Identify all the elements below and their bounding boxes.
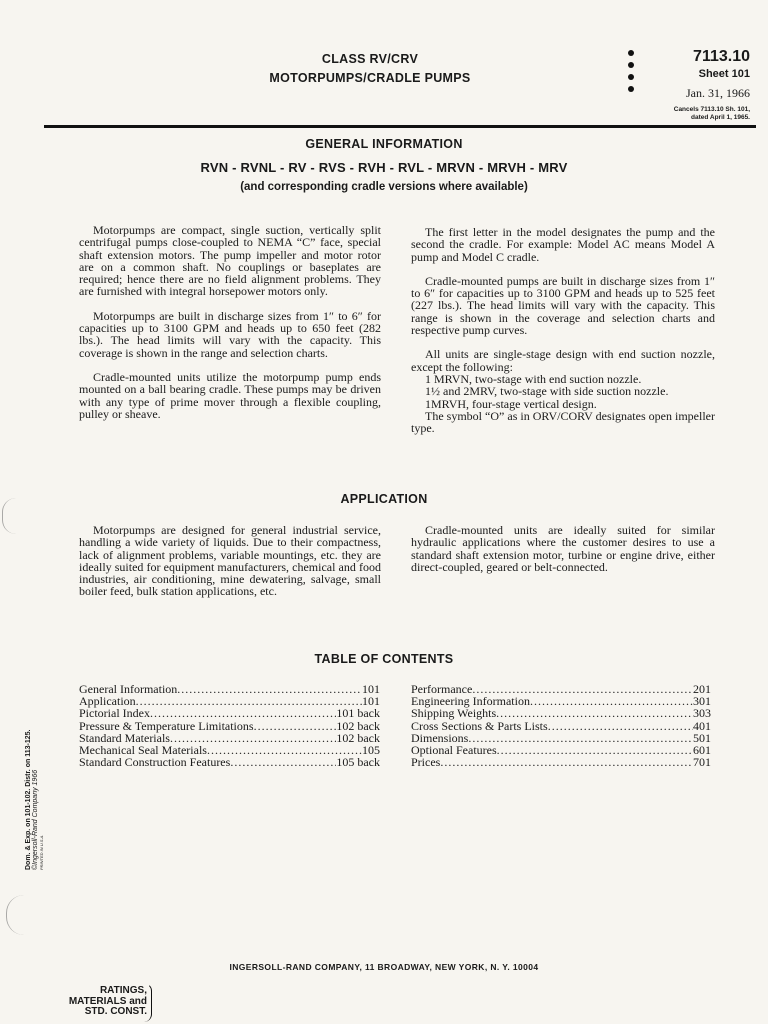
sheet-number: Sheet 101 (698, 68, 750, 80)
doc-date: Jan. 31, 1966 (686, 86, 750, 100)
general-info-right-column (411, 226, 715, 434)
application-right-column (411, 524, 715, 585)
toc-label: Engineering Information (411, 694, 530, 709)
toc-page: 105 back (336, 755, 380, 770)
leader-dots (136, 695, 362, 707)
toc-page: 303 (693, 706, 711, 721)
bullet-marks (628, 50, 640, 98)
toc-page: 102 back (336, 718, 380, 733)
leader-dots (440, 756, 693, 768)
general-info-left-column (79, 224, 381, 432)
toc-entry[interactable] (411, 756, 711, 768)
toc-entry[interactable] (411, 707, 711, 719)
toc-page: 501 (693, 730, 711, 745)
model-list: RVN - RVNL - RV - RVS - RVH - RVL - MRVN - MRVH - MRV (200, 160, 568, 175)
toc-label: Performance (411, 682, 473, 696)
toc-heading: TABLE OF CONTENTS (314, 652, 454, 666)
toc-label: Shipping Weights (411, 706, 497, 721)
bracket-mark (141, 983, 152, 1022)
bullet-icon (628, 74, 634, 80)
doc-number: 7113.10 (693, 48, 750, 65)
toc-label: Cross Sections & Parts Lists (411, 718, 548, 733)
leader-dots (254, 720, 337, 732)
leader-dots (177, 683, 362, 695)
toc-label: Pressure & Temperature Limitations (79, 718, 254, 733)
toc-page: 601 (693, 743, 711, 758)
toc-page: 102 back (336, 730, 380, 745)
toc-label: Optional Features (411, 743, 497, 758)
toc-entry[interactable] (411, 720, 711, 732)
ratings-line: STD. CONST. (84, 1006, 147, 1017)
toc-page: 401 (693, 718, 711, 733)
application-left-column (79, 524, 381, 610)
leader-dots (468, 732, 693, 744)
toc-label: Mechanical Seal Materials (79, 743, 207, 758)
toc-label: Dimensions (411, 730, 469, 745)
distribution-line: Dom. & Exp. on 101-102. Distr. on 113-125. (25, 729, 32, 870)
toc-label: Pictorial Index (79, 706, 150, 721)
toc-label: Standard Construction Features (79, 755, 231, 770)
paragraph: Cradle-mounted pumps are built in discharge sizes from 1″ to 6″ for capacities up to 3100 GPM and heads up to 525 feet (227 lbs.). The head limits will vary with the capacity. This range is shown in the coverage and selection charts and respective pump curves. (411, 273, 715, 338)
printed-line: PRINTED IN U.S.A. (39, 834, 44, 870)
toc-label: Standard Materials (79, 730, 170, 745)
company-footer: INGERSOLL-RAND COMPANY, 11 BROADWAY, NEW YORK, N. Y. 10004 (229, 962, 539, 972)
paragraph: Motorpumps are designed for general industrial service, handling a wide variety of liquids. Due to their compactness, lack of alignment problems, variable mountings, etc. they are ideally suited for equipment manufacturers, chemical and food industries, air conditioning, mine dewatering, salvage, small boiler feed, bulk station applications, etc. (79, 523, 381, 599)
leader-dots (497, 744, 693, 756)
toc-page: 101 (362, 682, 380, 696)
cradle-versions-note: (and corresponding cradle versions where available) (240, 181, 528, 193)
bullet-icon (628, 62, 634, 68)
toc-page: 101 (362, 694, 380, 709)
leader-dots (530, 695, 693, 707)
doc-subtitle: MOTORPUMPS/CRADLE PUMPS (269, 71, 471, 85)
toc-page: 301 (693, 694, 711, 709)
toc-entry[interactable] (411, 744, 711, 756)
toc-label: Prices (411, 755, 441, 770)
toc-page: 105 (362, 743, 380, 758)
paragraph: Cradle-mounted units are ideally suited for similar hydraulic applications where the customer desires to use a standard shaft extension motor, turbine or engine drive, either direct-coupled, geared or belt-connected. (411, 523, 715, 574)
toc-entry[interactable] (79, 756, 380, 768)
exception-item: 1 MRVN, two-stage with end suction nozzle. (425, 371, 642, 386)
header-rule (44, 125, 756, 128)
paragraph: Motorpumps are built in discharge sizes from 1″ to 6″ for capacities up to 3100 GPM and heads up to 650 feet (282 lbs.). The head limits will vary with the capacity. This coverage is shown in the range and selection charts. (79, 308, 381, 360)
cancels-line-1: Cancels 7113.10 Sh. 101, (673, 106, 750, 113)
copyright-line: ©Ingersoll-Rand Company 1966 (32, 769, 39, 870)
doc-class-title: CLASS RV/CRV (321, 52, 419, 66)
bullet-icon (628, 50, 634, 56)
toc-entry[interactable] (79, 707, 380, 719)
distribution-note (25, 730, 44, 870)
bullet-icon (628, 86, 634, 92)
ratings-line: MATERIALS and (68, 995, 147, 1007)
cancels-note (620, 106, 750, 121)
paragraph: Motorpumps are compact, single suction, vertically split centrifugal pumps close-coupled to NEMA “C” face, special shaft extension motors. The pump impeller and motor rotor are on a common shaft. No couplings or baseplates are required; hence there are no field alignment problems. They are furnished with integral horsepower motors only. (79, 223, 381, 299)
toc-label: Application (79, 694, 136, 709)
toc-entry[interactable] (79, 720, 380, 732)
leader-dots (150, 707, 336, 719)
margin-mark (6, 895, 25, 935)
leader-dots (496, 707, 693, 719)
cancels-line-2: dated April 1, 1965. (690, 113, 750, 121)
toc-right-column (411, 683, 711, 768)
toc-page: 101 back (336, 706, 380, 721)
ratings-line: RATINGS, (99, 985, 147, 996)
leader-dots (230, 756, 336, 768)
general-information-heading: GENERAL INFORMATION (305, 137, 463, 151)
exception-item: 1MRVH, four-stage vertical design. (425, 396, 597, 411)
toc-page: 201 (693, 682, 711, 696)
paragraph: Cradle-mounted units utilize the motorpump pump ends mounted on a ball bearing cradle. These pumps may be driven with any type of prime mover through a flexible coupling, pulley or sheave. (79, 369, 381, 421)
margin-mark (2, 498, 17, 534)
paragraph: The first letter in the model designates the pump and the second the cradle. For example: Model AC means Model A pump and Model C cradle. (411, 225, 715, 264)
toc-label: General Information (79, 682, 178, 696)
toc-page: 701 (693, 755, 711, 770)
application-heading: APPLICATION (340, 492, 428, 506)
toc-left-column (79, 683, 380, 768)
paragraph: All units are single-stage design with end suction nozzle, except the following: (411, 347, 715, 374)
exception-item: 1½ and 2MRV, two-stage with side suction nozzle. (425, 384, 669, 399)
ratings-tab (52, 986, 147, 1018)
symbol-note: The symbol “O” as in ORV/CORV designates open impeller type. (411, 408, 715, 436)
leader-dots (548, 720, 693, 732)
